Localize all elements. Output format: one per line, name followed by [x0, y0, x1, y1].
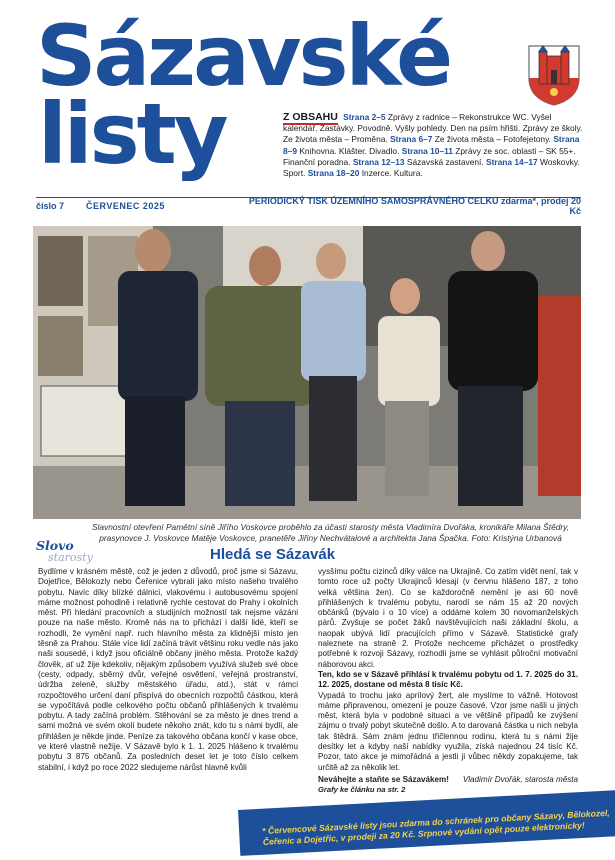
toc-pages: Strana 2–5	[343, 112, 386, 122]
article-headline: Hledá se Sázavák	[210, 546, 336, 563]
toc-pages: Strana 12–13	[352, 156, 405, 167]
toc-text: Woskovky. Sport.	[283, 156, 580, 179]
column2-highlight: Ten, kdo se v Sázavě přihlásí k trvalému pobytu od 1. 7. 2025 do 31. 12. 2025, dostane od města 8 tisíc Kč.	[318, 669, 578, 690]
article-column-1	[38, 567, 298, 773]
contents-box	[283, 112, 583, 179]
toc-text: Zprávy ze soc. oblasti – SK 55+. Finanční poradna.	[283, 145, 576, 167]
article-column-2	[318, 567, 578, 796]
toc-text: Ze života města – Fotofejetony.	[434, 134, 551, 145]
toc-text: Zprávy z radnice – Rekonstrukce WC. Vyšel kalendář. Zastávky. Povodně. Vyšly pohledy. Den na psím hřišti. Zprávy ze školy.	[283, 112, 583, 134]
event-photo	[33, 226, 581, 519]
toc-pages: Strana 6–7	[390, 134, 433, 145]
column-kicker	[36, 540, 116, 564]
town-crest-icon	[527, 44, 581, 106]
author-name: Vladimír Dvořák, starosta města	[462, 774, 578, 784]
signoff-text: Neváhejte a staňte se Sázavákem!	[318, 774, 449, 784]
toc-text: Inzerce. Kultura.	[361, 168, 423, 179]
toc-text: Ze života města – Proměna.	[283, 134, 388, 145]
signature-row	[318, 775, 578, 785]
price-notice-text: * Červencové Sázavské listy jsou zdarma do schránek pro občany Sázavy, Bělokozel, Čeřenic a Dojetřic, v prodeji za 20 Kč. Srpnové vydání opět pouze elektronicky!	[262, 807, 610, 847]
issue-number: číslo 7	[36, 201, 65, 211]
issue-bar	[36, 197, 581, 214]
column2-paragraph-1: vysšímu počtu cizinců díky válce na Ukrajině. Co zatím vidět není, tak v tomto roce už počty Ukrajinců klesají (v červnu hlášeno 187, z toho velká většina žen). Co se každoročně nemění je asi 60 nově přihlášených k trvalému pobytu, narodí se nám 15 až 20 nových občánků (bývalo i o 10 více) a oddáme kolem 30 novomanželských párů. Zvyšuje se počet žáků navštěvujících naši základní školu, a naopak ubývá lidí pracujících přímo v Sázavě. Statistické grafy naleznete na straně 2. Protože nechceme přicházet o prostředky potřebné k rozvoji Sázavy, rozhodli jsme se vyhlásit půlroční motivační náborovou akci.	[318, 567, 578, 669]
toc-pages: Strana 18–20	[307, 168, 360, 179]
toc-pages: Strana 10–11	[401, 145, 453, 156]
contents-label: Z OBSAHU	[283, 111, 338, 123]
masthead-title-line2: listy	[38, 85, 226, 183]
toc-pages: Strana 8–9	[283, 134, 580, 156]
continued-note: Grafy ke článku na str. 2	[318, 785, 406, 795]
masthead-title-line1: Sázavské	[36, 7, 451, 105]
publication-tagline	[246, 196, 581, 216]
toc-text: Knihovna. Klášter. Divadlo.	[299, 145, 400, 156]
column2-paragraph-3: Vypadá to trochu jako aprílový žert, ale myslíme to vážně. Hotovost máme připravenou, omezení je pouze časové. Vzor jsme našli u jiných měst, která byla v podobné situaci a ve většině případů ke zvýšení zájmu o trvalý pobyt skutečně došlo. A to darovaná částka u nich nebyla tak štědrá. Sám znám jednu třičlennou rodinu, která tu s námi žije desítky let a kdyby naší nabídky využila, získá najednou 24 tisíc Kč. Pozor, tato akce je mimořádná a jestli ji vůbec někdy zopakujeme, tak určitě až za několik let.	[318, 690, 578, 772]
kicker-line1: Slovo	[36, 538, 74, 553]
photo-caption: Slavnostní otevření Pamětní síně Jiřího Voskovce proběhlo za účasti starosty města Vladimíra Dvořáka, kronikáře Milana Štědry, prasynovce J. Voskovce Matěje Voskovce, pranetěře Jiřiny Nechvátalové a architekta Jana Špačka. Foto: Kristýna Urbanová	[91, 522, 570, 543]
issue-date: ČERVENEC 2025	[86, 201, 165, 211]
price-text: zdarma*, prodej 20 Kč	[500, 196, 581, 216]
tagline-text: PERIODICKÝ TISK ÚZEMNÍHO SAMOSPRÁVNÉHO CELKU	[248, 196, 499, 206]
toc-pages: Strana 14–17	[486, 156, 538, 167]
kicker-line2: starosty	[48, 551, 93, 564]
column1-text: Bydlíme v krásném městě, což je jeden z důvodů, proč jsme si Sázavu, Dojetřice, Bělokozly nebo Čeřenice vybrali jako místo našeho trvalého pobytu. Navíc díky blízké dálnici, vlakovému i autobusovému spojení máme možnost pohodlně i relativně rychle cestovat do Prahy i okolních měst. Při hledání pracovních a studijních možností tak nejsme vázáni pouze na naše město. Kromě nás na to přichází i další lidé, kteří se rozhodli, že vymění např. ruch hlavního města za klidnější místo jen těsně za Prahou. Stále více lidí začíná trávit většinu roku vedle nás jako naši sousedé, i když jsou oficiálně občany jiného města. Protože každý člověk, ať už žije kdekoliv, nějakým způsobem využívá služeb své obce (cesty, odpady, sběrný dvůr, veřejné osvětlení, veřejná prostranství, údržba zeleně, služby městského úřadu, atd.), stát v rámci rozpočtového určení daní přispívá do obecních rozpočtů částkou, která se vypočítává podle celkového počtu občanů přihlášených k trvalému pobytu. A tady začíná problém. Stěhování se za město je dnes trend a sami možná ve svém okolí budete někoho znát, kdo tu s námi bydlí, ale přihlášen je někde jinde. Peníze za takového občana končí v kase obce, ve které vlastně nežije. V Sázavě bylo k 1. 1. 2025 hlášeno k trvalému pobytu 3 875 občanů. Za posledních deset let je toto číslo celkem stabilní, i když po roce 2022 sledujeme nárůst hlavně kvůli	[38, 567, 298, 772]
toc-text: Sázavská zastavení.	[406, 156, 484, 167]
